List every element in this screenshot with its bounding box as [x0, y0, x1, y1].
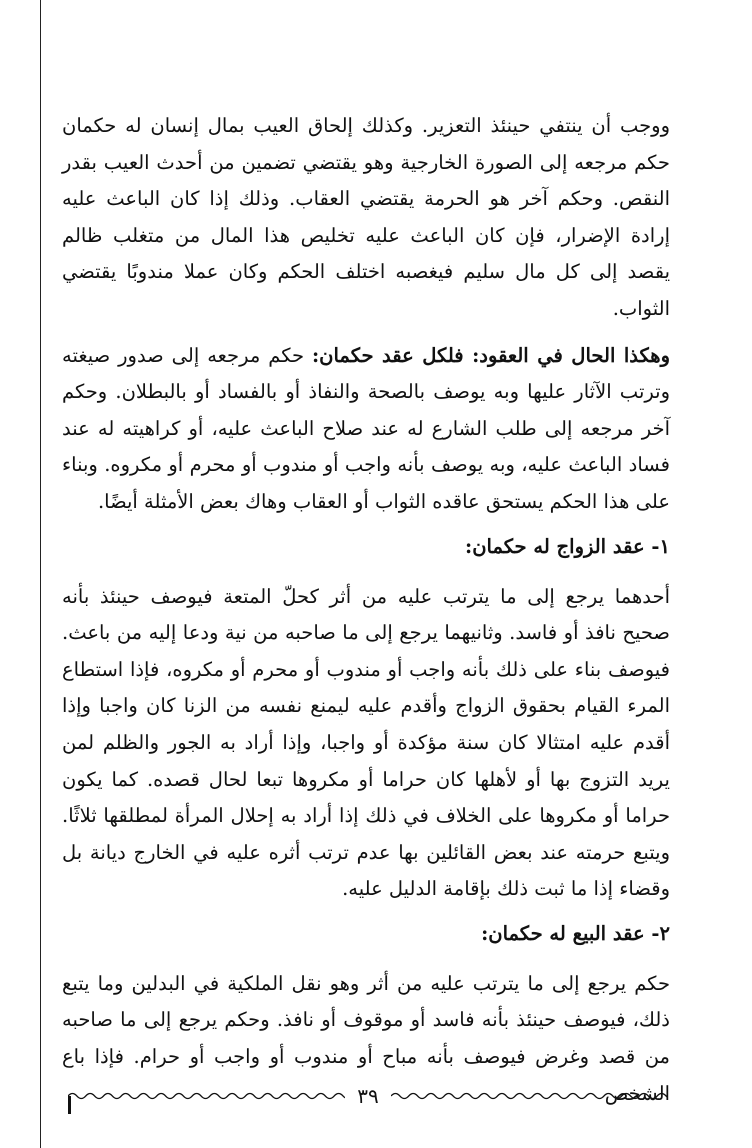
footer-edge-mark	[68, 1096, 71, 1114]
section-heading-marriage: ١- عقد الزواج له حكمان:	[465, 534, 670, 558]
contracts-paragraph	[62, 338, 670, 521]
page-margin-rule	[40, 0, 41, 1148]
contracts-lead: وهكذا الحال في العقود: فلكل عقد حكمان:	[311, 343, 670, 367]
section-heading-sale: ٢- عقد البيع له حكمان:	[481, 921, 670, 945]
sale-paragraph: حكم يرجع إلى ما يترتب عليه من أثر وهو نقل الملكية في البدلين وما يتبع ذلك، فيوصف حينئذ بأنه فاسد أو موقوف أو نافذ. وحكم يرجع إلى ما صاحبه من قصد وغرض فيوصف بأنه مباح أو مندوب أو واجب أو حرام. فإذا باع الشخص	[62, 971, 670, 1105]
marriage-paragraph: أحدهما يرجع إلى ما يترتب عليه من أثر كحلّ المتعة فيوصف حينئذ بأنه صحيح نافذ أو فاسد. وثانيهما يرجع إلى ما صاحبه من نية ودعا إليه من باعث. فيوصف بناء على ذلك بأنه واجب أو مندوب أو محرم أو مكروه، فإذا استطاع المرء القيام بحقوق الزواج وأقدم عليه ليمنع نفسه من الزنا كان واجبا وإذا أقدم عليه امتثالا كان سنة مؤكدة أو واجبا، وإذا أراد به الجور والظلم لمن يريد التزوج بها أو لأهلها كان حراما أو مكروها تبعا لحال قصده. كما يكون حراما أو مكروها على الخلاف في ذلك إذا أراد به إحلال المرأة لمطلقها ثلاثًا. ويتبع حرمته عند بعض القائلين بها عدم ترتب أثره عليه في الخارج ديانة بل وقضاء إذا ما ثبت ذلك بإقامة الدليل عليه.	[62, 584, 670, 901]
contracts-body: حكم مرجعه إلى صدور صيغته وترتب الآثار عليها وبه يوصف بالصحة والنفاذ أو بالفساد أو بالبطلان. وحكم آخر مرجعه إلى طلب الشارع له عند صلاح الباعث عليه، أو كراهيته له عند فساد الباعث عليه، وبه يوصف بأنه واجب أو مندوب أو محرم أو مكروه. وبناء على هذا الحكم يستحق عاقده الثواب أو العقاب وهاك بعض الأمثلة أيضًا.	[62, 343, 670, 513]
footer-wave-right	[391, 1090, 668, 1102]
intro-paragraph: ووجب أن ينتفي حينئذ التعزير. وكذلك إلحاق العيب بمال إنسان له حكمان حكم مرجعه إلى الصورة الخارجية وهو يقتضي تضمين من أحدث العيب بقدر النقص. وحكم آخر هو الحرمة يقتضي العقاب. وذلك إذا كان الباعث عليه إرادة الإضرار، فإن كان الباعث عليه تخليص هذا المال من متغلب ظالم يقصد إلى كل مال سليم فيغصبه اختلف الحكم وكان عملا مندوبًا يقتضي الثواب.	[62, 114, 670, 320]
page-number: ٣٩	[357, 1084, 379, 1108]
footer-wave-left	[68, 1090, 345, 1102]
book-page-body	[62, 108, 670, 1112]
page-footer	[68, 1076, 668, 1116]
